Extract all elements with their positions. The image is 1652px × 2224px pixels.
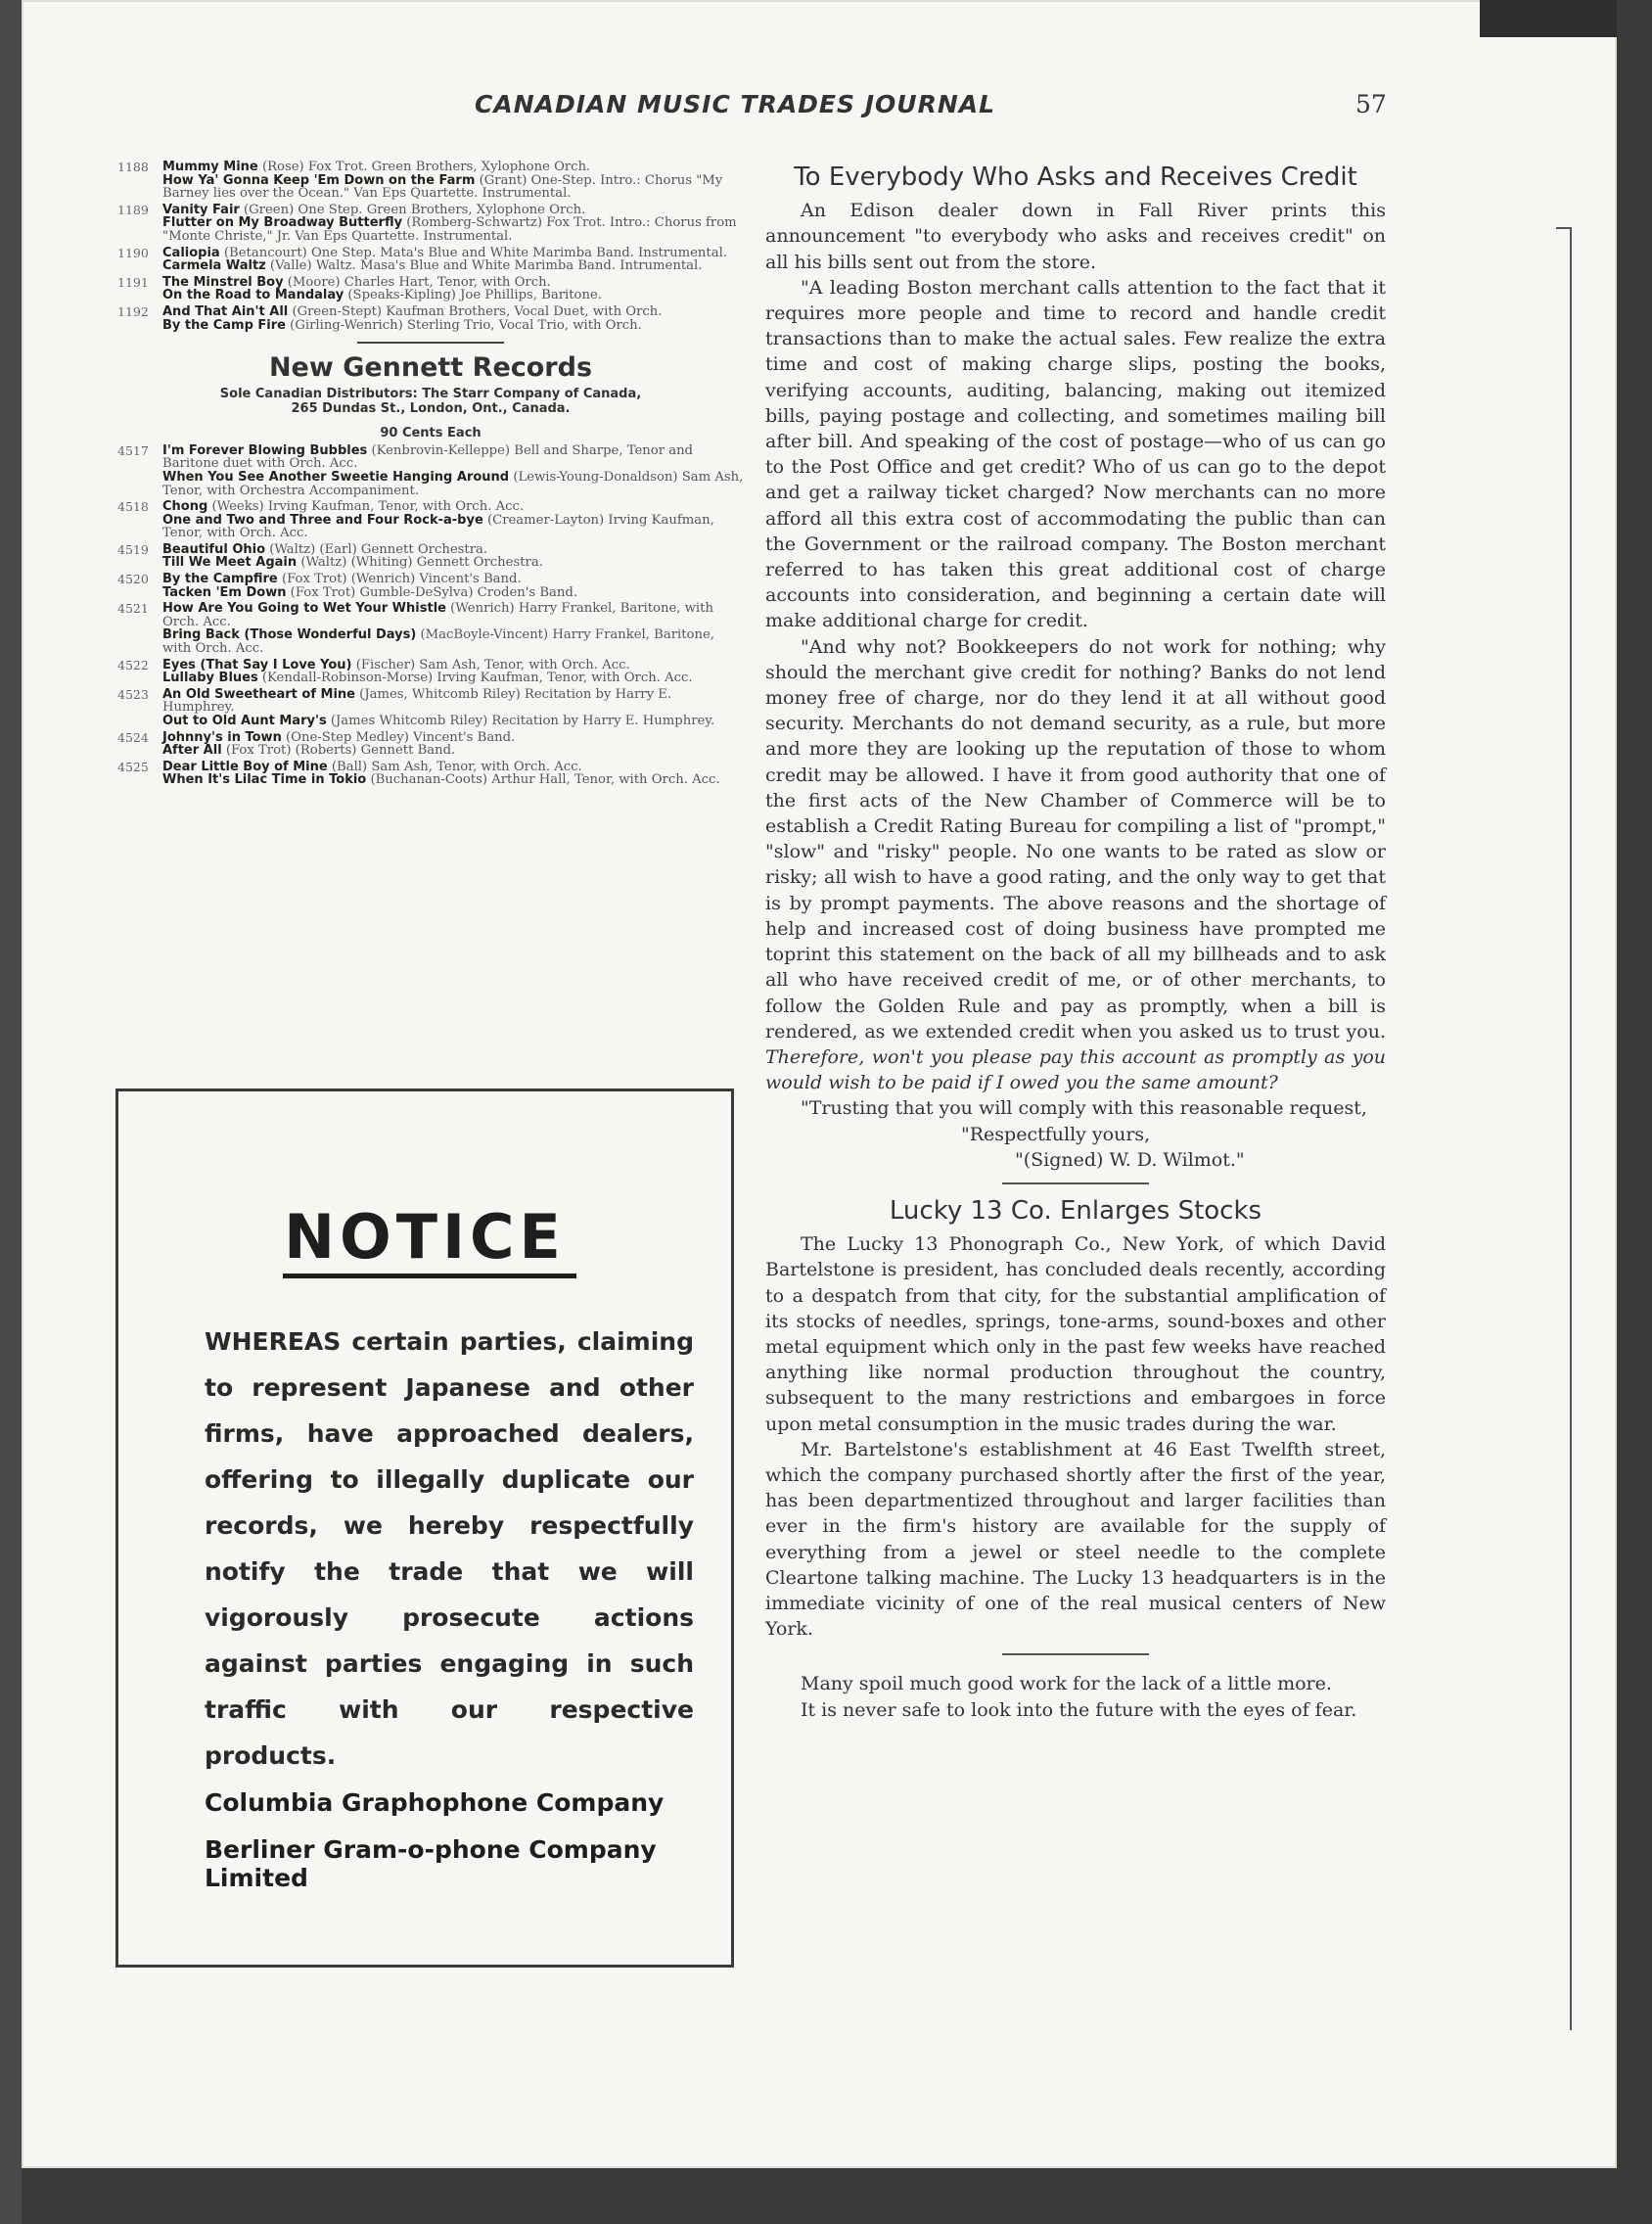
notice-company-berliner: Berliner Gram-o-phone Company Limited <box>205 1835 657 1892</box>
record-title: An Old Sweetheart of Mine <box>162 686 355 702</box>
record-number: 1189 <box>117 202 149 217</box>
record-title: When You See Another Sweetie Hanging Around <box>162 469 510 485</box>
record-line <box>162 773 744 787</box>
section-divider <box>357 342 504 344</box>
record-detail: (Betancourt) One Step. Mata's Blue and White Marimba Band. Instrumental. <box>219 245 727 260</box>
record-title: Carmela Waltz <box>162 258 266 274</box>
record-line <box>162 204 744 217</box>
record-detail: (Wenrich) Harry Frankel, Baritone, with Orch. Acc. <box>162 601 713 629</box>
record-title: Dear Little Boy of Mine <box>162 759 328 774</box>
record-detail: (Lewis-Young-Donaldson) Sam Ash, Tenor, with Orchestra Accompaniment. <box>162 469 744 498</box>
journal-page <box>22 0 1617 2168</box>
record-title: Lullaby Blues <box>162 671 258 686</box>
record-detail: (Creamer-Layton) Irving Kaufman, Tenor, with Orch. Acc. <box>162 512 714 541</box>
record-number: 1192 <box>117 303 149 319</box>
record-detail: (Fox Trot) Gumble-DeSylva) Croden's Band. <box>286 584 578 600</box>
article-credit-title: To Everybody Who Asks and Receives Credit <box>794 162 1357 192</box>
article-credit-signoff: "Respectfully yours, <box>961 1123 1151 1145</box>
record-detail: (Waltz) (Whiting) Gennett Orchestra. <box>297 555 543 571</box>
record-line <box>162 216 744 243</box>
record-title: How Ya' Gonna Keep 'Em Down on the Farm <box>162 172 476 188</box>
record-number: 1191 <box>117 274 149 290</box>
record-line <box>162 731 744 745</box>
record-title: Caliopia <box>162 245 220 260</box>
record-entry <box>117 500 744 540</box>
record-line <box>162 289 744 302</box>
record-number: 4519 <box>117 541 149 557</box>
notice-company-columbia: Columbia Graphophone Company <box>205 1788 665 1817</box>
record-detail: (Moore) Charles Hart, Tenor, with Orch. <box>283 274 551 290</box>
record-line <box>162 514 744 540</box>
record-entry <box>117 543 744 570</box>
record-line <box>162 672 744 685</box>
record-entry <box>117 204 744 244</box>
record-detail: (Fischer) Sam Ash, Tenor, with Orch. Acc. <box>351 657 630 672</box>
record-line <box>162 659 744 672</box>
article-credit-p3 <box>765 634 1386 1096</box>
record-line <box>162 174 744 201</box>
scan-corner <box>1480 0 1617 37</box>
record-number: 4522 <box>117 657 149 672</box>
filler-fear: It is never safe to look into the future with the eyes of fear. <box>801 1698 1357 1721</box>
record-detail: (Girling-Wenrich) Sterling Trio, Vocal Trio, with Orch. <box>285 317 642 333</box>
record-title: After All <box>162 743 222 759</box>
article-credit-p3-text: "And why not? Bookkeepers do not work for nothing; why should the merchant give credit for nothing? Banks do not lend money free of charge, nor do they lend it at all without good security. Merchants do not demand security, as a rule, but more and more they are looking up the reputation of those to whom credit may be allowed. I have it from good authority that one of the first acts of the New Chamber of Commerce will be to establish a Credit Rating Bureau for compiling a list of "prompt," "slow" and "risky" people. No one wants to be rated as slow or risky; all wish to have a good rating, and the only way to get that is by prompt payments. The above reasons and the shortage of help and increased cost of doing business have prompted me toprint this statement on the back of all my billheads and to ask all who have received credit of me, or of other merchants, to follow the Golden Rule and pay as promptly, when a bill is rendered, as we extended credit when you asked us to trust you. <box>765 635 1386 1042</box>
record-entry <box>117 305 744 332</box>
record-title: The Minstrel Boy <box>162 274 284 290</box>
record-detail: (James Whitcomb Riley) Recitation by Harry E. Humphrey. <box>326 714 715 728</box>
record-detail: (Buchanan-Coots) Arthur Hall, Tenor, with Orch. Acc. <box>366 772 720 788</box>
notice-heading: NOTICE <box>284 1201 566 1273</box>
record-title: When It's Lilac Time in Tokio <box>162 772 367 788</box>
article-credit-signature: "(Signed) W. D. Wilmot." <box>1015 1148 1245 1171</box>
filler-divider <box>1002 1653 1149 1655</box>
record-title: Vanity Fair <box>162 202 240 217</box>
page-number: 57 <box>1355 90 1387 118</box>
record-line <box>162 543 744 557</box>
record-title: Eyes (That Say I Love You) <box>162 657 352 672</box>
record-title: Johnny's in Town <box>162 729 282 745</box>
record-detail: (Waltz) (Earl) Gennett Orchestra. <box>265 541 488 557</box>
record-detail: (Speaks-Kipling) Joe Phillips, Baritone. <box>344 288 602 303</box>
record-detail: (Rose) Fox Trot. Green Brothers, Xylophone Orch. <box>257 160 591 174</box>
record-line <box>162 259 744 273</box>
record-line <box>162 586 744 600</box>
article-credit-p1: An Edison dealer down in Fall River prints this announcement "to everybody who asks and receives credit" on all his bills sent out from the store. <box>765 200 1386 273</box>
record-entry <box>117 276 744 302</box>
gennett-distributor-line1: Sole Canadian Distributors: The Starr Company of Canada, <box>219 386 642 401</box>
record-detail: (Valle) Waltz. Masa's Blue and White Marimba Band. Intrumental. <box>265 258 703 274</box>
gennett-record-list <box>117 444 744 787</box>
record-detail: (Kenbrovin-Kelleppe) Bell and Sharpe, Tenor and Baritone duet with Orch. Acc. <box>162 442 694 472</box>
record-entry <box>117 602 744 655</box>
article-credit-p4: "Trusting that you will comply with this reasonable request, <box>801 1097 1367 1120</box>
record-line <box>162 602 744 628</box>
record-line <box>162 628 744 655</box>
article-credit-p3-italic: Therefore, won't you please pay this account as promptly as you would wish to be paid if I owed you the same amount? <box>765 1045 1386 1094</box>
notice-box <box>115 1089 734 1968</box>
record-detail: (One-Step Medley) Vincent's Band. <box>281 729 516 745</box>
record-title: One and Two and Three and Four Rock-a-bye <box>162 512 483 528</box>
record-number: 4523 <box>117 686 149 702</box>
record-detail: (Ball) Sam Ash, Tenor, with Orch. Acc. <box>327 759 582 774</box>
gennett-distributor-line2: 265 Dundas St., London, Ont., Canada. <box>291 400 571 416</box>
record-entry <box>117 247 744 273</box>
left-column <box>117 161 744 790</box>
record-title: Flutter on My Broadway Butterfly <box>162 215 403 231</box>
record-number: 1188 <box>117 160 149 174</box>
article-divider <box>1002 1182 1149 1184</box>
gennett-price: 90 Cents Each <box>380 425 482 440</box>
right-column <box>765 164 1386 1723</box>
record-entry <box>117 573 744 599</box>
record-line <box>162 319 744 333</box>
record-number: 4520 <box>117 572 149 587</box>
record-line <box>162 500 744 514</box>
record-title: On the Road to Mandalay <box>162 288 344 303</box>
record-detail: (Kendall-Robinson-Morse) Irving Kaufman, Tenor, with Orch. Acc. <box>257 671 693 686</box>
record-entry <box>117 731 744 758</box>
record-detail: (Romberg-Schwartz) Fox Trot. Intro.: Chorus from "Monte Christe," Jr. Van Eps Quartette. Instrumental. <box>162 215 737 244</box>
record-title: Beautiful Ohio <box>162 541 266 557</box>
record-title: How Are You Going to Wet Your Whistle <box>162 601 446 617</box>
article-lucky13-title: Lucky 13 Co. Enlarges Stocks <box>889 1195 1262 1226</box>
record-number: 4518 <box>117 499 149 515</box>
record-entry <box>117 688 744 728</box>
columbia-record-list <box>117 161 744 332</box>
filler-spoil: Many spoil much good work for the lack of a little more. <box>801 1673 1332 1695</box>
record-line <box>162 761 744 774</box>
record-line <box>162 444 744 471</box>
record-number: 4525 <box>117 759 149 774</box>
record-title: Out to Old Aunt Mary's <box>162 714 327 728</box>
gennett-title: New Gennett Records <box>268 352 593 384</box>
journal-title: CANADIAN MUSIC TRADES JOURNAL <box>475 90 996 118</box>
record-title: Till We Meet Again <box>162 555 298 571</box>
record-entry <box>117 659 744 685</box>
article-lucky13-p2: Mr. Bartelstone's establishment at 46 East Twelfth street, which the company purchased shortly after the first of the year, has been departmentized throughout and larger facilities than ever in the firm's history are available for the supply of everything from a jewel or steel needle to the complete Cleartone talking machine. The Lucky 13 headquarters is in the immediate vicinity of one of the real musical centers of New York. <box>765 1438 1386 1641</box>
record-number: 4517 <box>117 442 149 458</box>
record-number: 1190 <box>117 245 149 260</box>
record-title: Bring Back (Those Wonderful Days) <box>162 627 417 643</box>
record-line <box>162 556 744 570</box>
record-detail: (Grant) One-Step. Intro.: Chorus "My Barney lies over the Ocean." Van Eps Quartette. Instrumental. <box>162 172 723 202</box>
record-title: Chong <box>162 499 208 515</box>
record-number: 4524 <box>117 729 149 745</box>
record-line <box>162 715 744 728</box>
record-line <box>162 688 744 715</box>
record-detail: (Fox Trot) (Wenrich) Vincent's Band. <box>277 572 522 587</box>
page-header <box>22 90 1617 129</box>
record-detail: (Green-Stept) Kaufman Brothers, Vocal Duet, with Orch. <box>288 303 663 319</box>
article-credit-p2: "A leading Boston merchant calls attention to the fact that it requires more people and time to record and handle credit transactions than to make the actual sales. Few realize the extra time and cost of making charge slips, posting the books, verifying accounts, auditing, balancing, making out itemized bills, paying postage and collecting, and sometimes mailing bill after bill. And speaking of the cost of postage—who of us can go to the Post Office and get credit? Who of us can go to the depot and get a railway ticket charged? Now merchants can no more afford all this extra cost of accommodating the public than can the Government or the railroad company. The Boston merchant referred to has taken this great additional cost of charge accounts into consideration, and beginning a certain date will make additional charge for credit. <box>765 276 1386 632</box>
notice-underline <box>283 1274 576 1278</box>
article-lucky13-p1: The Lucky 13 Phonograph Co., New York, of which David Bartelstone is president, has concluded deals recently, according to a despatch from that city, for the substantial amplification of its stocks of needles, springs, tone-arms, sound-boxes and other metal equipment which only in the past few weeks have reached anything like normal production throughout the country, subsequent to the many restrictions and embargoes in force upon metal consumption in the music trades during the war. <box>765 1233 1386 1435</box>
record-title: By the Camp Fire <box>162 317 286 333</box>
record-detail: (James, Whitcomb Riley) Recitation by Harry E. Humphrey. <box>162 686 672 716</box>
record-entry <box>117 161 744 201</box>
notice-body: WHEREAS certain parties, claiming to represent Japanese and other firms, have approached dealers, offering to illegally duplicate our records, we hereby respectfully notify the trade that we will vigorously prosecute actions against parties engaging in such traffic with our respective products. <box>205 1327 694 1770</box>
record-line <box>162 305 744 319</box>
record-title: Mummy Mine <box>162 160 258 174</box>
record-title: I'm Forever Blowing Bubbles <box>162 442 368 458</box>
record-title: And That Ain't All <box>162 303 289 319</box>
record-detail: (Weeks) Irving Kaufman, Tenor, with Orch. Acc. <box>207 499 525 515</box>
record-detail: (MacBoyle-Vincent) Harry Frankel, Baritone, with Orch. Acc. <box>162 627 714 657</box>
record-title: By the Campfire <box>162 572 278 587</box>
record-line <box>162 744 744 758</box>
record-entry <box>117 761 744 787</box>
record-line <box>162 471 744 497</box>
scan-left-edge <box>0 0 22 2224</box>
record-detail: (Green) One Step. Green Brothers, Xylophone Orch. <box>239 202 586 217</box>
record-line <box>162 276 744 290</box>
record-line <box>162 573 744 586</box>
record-title: Tacken 'Em Down <box>162 584 287 600</box>
record-number: 4521 <box>117 601 149 617</box>
margin-bracket-line <box>1570 229 1572 2030</box>
record-detail: (Fox Trot) (Roberts) Gennett Band. <box>221 743 456 759</box>
record-line <box>162 161 744 174</box>
record-line <box>162 247 744 260</box>
record-entry <box>117 444 744 497</box>
